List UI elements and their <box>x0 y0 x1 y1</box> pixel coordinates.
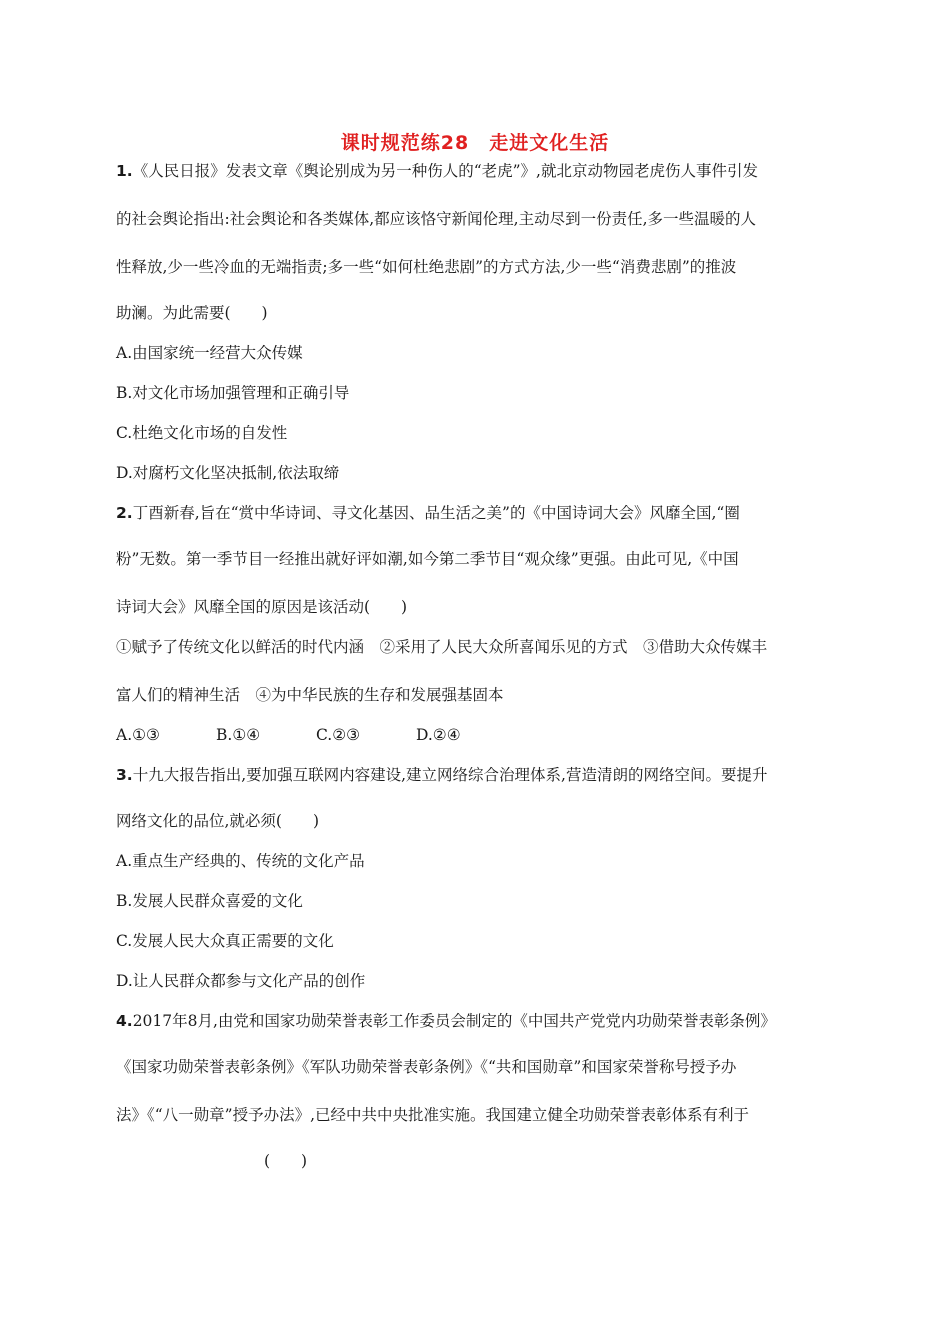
question-1-line-3: 性释放,少一些冷血的无端指责;多一些“如何杜绝悲剧”的方式方法,少一些“消费悲剧”的推波 <box>116 258 737 276</box>
question-2-options <box>116 724 516 746</box>
question-2-number: 2. <box>116 504 133 522</box>
question-2-line-2: 粉”无数。第一季节目一经推出就好评如潮,如今第二季节目“观众缘”更强。由此可见,《中国 <box>116 550 739 568</box>
question-2-line-1: 2.丁酉新春,旨在“赏中华诗词、寻文化基因、品生活之美”的《中国诗词大会》风靡全国,“圈 <box>116 504 740 522</box>
question-1-line-2: 的社会舆论指出:社会舆论和各类媒体,都应该恪守新闻伦理,主动尽到一份责任,多一些温暖的人 <box>116 210 757 228</box>
question-2-line-3: 诗词大会》风靡全国的原因是该活动( ) <box>116 598 408 616</box>
question-4-line-1: 4.2017年8月,由党和国家功勋荣誉表彰工作委员会制定的《中国共产党党内功勋荣誉表彰条例》 <box>116 1012 776 1030</box>
question-1-option-d: D.对腐朽文化坚决抵制,依法取缔 <box>116 464 340 482</box>
question-1-line-4: 助澜。为此需要( ) <box>116 304 268 322</box>
question-2-line-4: ①赋予了传统文化以鲜活的时代内涵 ②采用了人民大众所喜闻乐见的方式 ③借助大众传媒丰 <box>116 638 768 656</box>
page-title: 课时规范练28 走进文化生活 <box>340 132 610 154</box>
question-2-option-b: B.①④ <box>216 726 261 744</box>
question-3-number: 3. <box>116 766 133 784</box>
question-2-option-a: A.①③ <box>116 726 160 744</box>
question-3-option-b: B.发展人民群众喜爱的文化 <box>116 892 303 910</box>
question-4-line-2: 《国家功勋荣誉表彰条例》《军队功勋荣誉表彰条例》《“共和国勋章”和国家荣誉称号授予办 <box>116 1058 737 1076</box>
question-1-option-a: A.由国家统一经营大众传媒 <box>116 344 303 362</box>
question-3-option-a: A.重点生产经典的、传统的文化产品 <box>116 852 365 870</box>
question-3-option-d: D.让人民群众都参与文化产品的创作 <box>116 972 366 990</box>
question-2-option-c: C.②③ <box>316 726 361 744</box>
question-1-line-1: 1.《人民日报》发表文章《舆论别成为另一种伤人的“老虎”》,就北京动物园老虎伤人事件引发 <box>116 162 758 180</box>
question-2-option-d: D.②④ <box>416 726 461 744</box>
question-3-line-1: 3.十九大报告指出,要加强互联网内容建设,建立网络综合治理体系,营造清朗的网络空间。要提升 <box>116 766 768 784</box>
question-4-line-3: 法》《“八一勋章”授予办法》,已经中共中央批准实施。我国建立健全功勋荣誉表彰体系有利于 <box>116 1106 750 1124</box>
question-2-line-5: 富人们的精神生活 ④为中华民族的生存和发展强基固本 <box>116 686 504 704</box>
question-3-option-c: C.发展人民大众真正需要的文化 <box>116 932 334 950</box>
question-1-option-b: B.对文化市场加强管理和正确引导 <box>116 384 350 402</box>
question-1-number: 1. <box>116 162 133 180</box>
question-1-option-c: C.杜绝文化市场的自发性 <box>116 424 288 442</box>
question-3-line-2: 网络文化的品位,就必须( ) <box>116 812 320 830</box>
question-4-number: 4. <box>116 1012 133 1030</box>
question-4-answer-blank: ( ) <box>264 1152 308 1170</box>
